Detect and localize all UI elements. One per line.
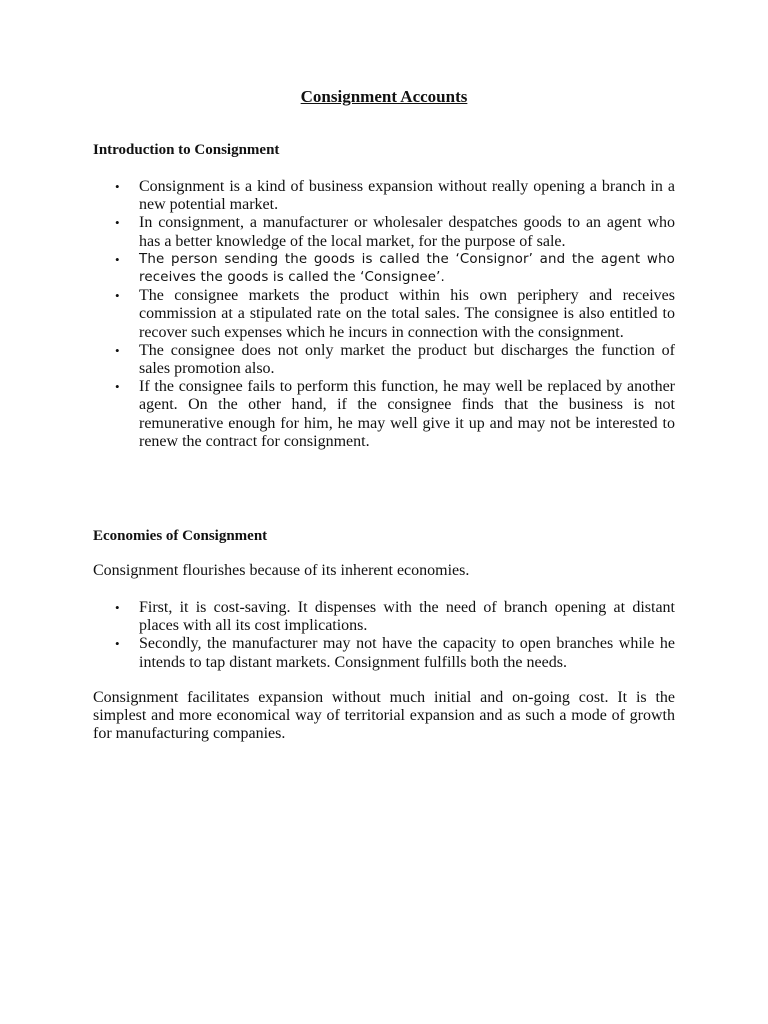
introduction-bullet-list xyxy=(93,178,675,451)
bullet-icon: • xyxy=(115,215,120,231)
list-item xyxy=(93,635,675,671)
bullet-icon: • xyxy=(115,179,120,194)
list-item-text: In consignment, a manufacturer or wholesaler despatches goods to an agent who has a better knowledge of the local market, for the purpose of sale. xyxy=(139,214,675,250)
economies-closing-paragraph: Consignment facilitates expansion without much initial and on-going cost. It is the simplest and more economical way of territorial expansion and as such a mode of growth for manufacturing companies. xyxy=(93,689,675,743)
economies-bullet-list xyxy=(93,599,675,672)
bullet-icon: • xyxy=(115,288,120,304)
list-item xyxy=(93,178,675,214)
list-item xyxy=(93,287,675,342)
list-item-text: The consignee markets the product within his own periphery and receives commission at a stipulated rate on the total sales. The consignee is also entitled to recover such expenses which he incurs in connection with the consignment. xyxy=(139,287,675,341)
economies-intro-paragraph: Consignment flourishes because of its inherent economies. xyxy=(93,562,470,579)
list-item xyxy=(93,342,675,378)
list-item-text: Secondly, the manufacturer may not have the capacity to open branches while he intends to tap distant markets. Consignment fulfills both the needs. xyxy=(139,635,675,671)
introduction-heading: Introduction to Consignment xyxy=(93,142,280,158)
document-title: Consignment Accounts xyxy=(300,87,468,106)
list-item-text: If the consignee fails to perform this function, he may well be replaced by another agent. On the other hand, if the consignee finds that the business is not remunerative enough for him, he may well give it up and may not be interested to renew the contract for consignment. xyxy=(139,378,675,450)
list-item-text: The consignee does not only market the product but discharges the function of sales promotion also. xyxy=(139,341,675,378)
list-item xyxy=(93,378,675,451)
list-item xyxy=(93,251,675,287)
bullet-icon: • xyxy=(115,251,120,267)
bullet-icon: • xyxy=(115,342,120,358)
bullet-icon: • xyxy=(115,600,120,615)
list-item-text: The person sending the goods is called the ‘Consignor’ and the agent who receives the goods is called the ‘Consignee’. xyxy=(139,251,675,286)
list-item xyxy=(93,599,675,635)
bullet-icon: • xyxy=(115,379,120,395)
bullet-icon: • xyxy=(115,636,120,652)
list-item-text: First, it is cost-saving. It dispenses with the need of branch opening at distant places with all its cost implications. xyxy=(139,599,675,635)
economies-heading: Economies of Consignment xyxy=(93,528,268,544)
list-item xyxy=(93,214,675,250)
list-item-text: Consignment is a kind of business expansion without really opening a branch in a new potential market. xyxy=(139,178,675,214)
